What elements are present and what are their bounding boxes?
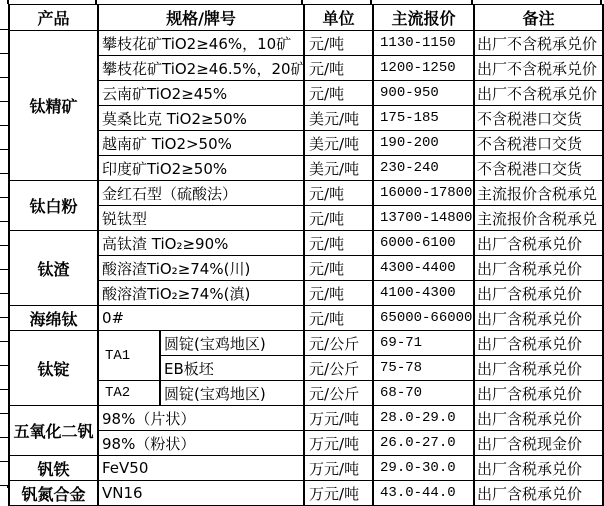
spec-cell: 云南矿TiO2≥45% [98,81,304,106]
spec-cell: 酸溶渣TiO₂≥74%(川) [98,256,304,281]
note-cell: 出厂含税承兑价 [474,356,603,381]
note-cell: 出厂含税承兑价 [474,256,603,281]
unit-cell: 万元/吨 [304,456,373,481]
price-cell: 230-240 [373,156,474,181]
unit-cell: 元/吨 [304,81,373,106]
note-cell: 出厂含税承兑价 [474,406,603,431]
spec-cell: 金红石型（硫酸法） [98,181,304,206]
price-cell: 75-78 [373,356,474,381]
titanium-price-table [8,4,604,506]
table-row [9,281,603,306]
col-header-note: 备注 [474,5,603,31]
note-cell: 出厂不含税承兑价 [474,56,603,81]
table-row [9,31,603,56]
unit-cell: 元/吨 [304,31,373,56]
product-cell: 钒氮合金 [9,481,98,506]
note-cell: 出厂含税承兑价 [474,331,603,356]
unit-cell: 元/吨 [304,256,373,281]
col-header-unit: 单位 [304,5,373,31]
table-row [9,431,603,456]
price-cell: 4100-4300 [373,281,474,306]
note-cell: 不含税港口交货 [474,156,603,181]
spec-cell: 锐钛型 [98,206,304,231]
note-cell: 出厂含税承兑价 [474,456,603,481]
spec-cell: 印度矿TiO2≥50% [98,156,304,181]
price-cell: 1130-1150 [373,31,474,56]
unit-cell: 万元/吨 [304,431,373,456]
unit-cell: 万元/吨 [304,481,373,506]
form-cell: EB板坯 [160,356,304,381]
price-cell: 65000-66000 [373,306,474,331]
table-row [9,231,603,256]
unit-cell: 元/吨 [304,56,373,81]
note-cell: 不含税港口交货 [474,131,603,156]
note-cell: 出厂含税承兑价 [474,481,603,506]
unit-cell: 美元/吨 [304,106,373,131]
note-cell: 不含税港口交货 [474,106,603,131]
price-cell: 190-200 [373,131,474,156]
unit-cell: 元/吨 [304,306,373,331]
note-cell: 主流报价含税承兑 [474,206,603,231]
spec-cell: 98%（片状） [98,406,304,431]
note-cell: 出厂不含税承兑价 [474,31,603,56]
spec-cell: 莫桑比克 TiO2≥50% [98,106,304,131]
product-cell: 钛白粉 [9,181,98,231]
spec-cell: 攀枝花矿TiO2≥46%，10矿 [98,31,304,56]
col-header-spec: 规格/牌号 [98,5,304,31]
table-row [9,456,603,481]
spec-cell: 98%（粉状） [98,431,304,456]
table-row [9,181,603,206]
unit-cell: 万元/吨 [304,406,373,431]
price-cell: 68-70 [373,381,474,406]
product-cell: 钛精矿 [9,31,98,181]
table-row [9,481,603,506]
note-cell: 出厂含税承兑价 [474,381,603,406]
table-row [9,306,603,331]
note-cell: 主流报价含税承兑 [474,181,603,206]
spec-cell: 酸溶渣TiO₂≥74%(滇) [98,281,304,306]
note-cell: 出厂不含税承兑价 [474,81,603,106]
note-cell: 出厂含税现金价 [474,431,603,456]
price-cell: 4300-4400 [373,256,474,281]
cropped-gridline-ticks-left [0,29,8,487]
table-row [9,131,603,156]
table-row [9,331,603,356]
form-cell: 圆锭(宝鸡地区) [160,331,304,356]
price-cell: 175-185 [373,106,474,131]
product-cell: 钛渣 [9,231,98,306]
spec-cell: 攀枝花矿TiO2≥46.5%，20矿 [98,56,304,81]
unit-cell: 元/公斤 [304,356,373,381]
unit-cell: 元/公斤 [304,331,373,356]
table-row [9,381,603,406]
header-row [9,5,603,31]
spec-cell: VN16 [98,481,304,506]
unit-cell: 元/公斤 [304,381,373,406]
table-row [9,106,603,131]
note-cell: 出厂含税承兑价 [474,306,603,331]
product-cell: 五氧化二钒 [9,406,98,456]
table-row [9,406,603,431]
product-cell: 钛锭 [9,331,98,406]
unit-cell: 元/吨 [304,206,373,231]
spec-cell: 越南矿 TiO2>50% [98,131,304,156]
note-cell: 出厂含税承兑价 [474,231,603,256]
price-cell: 6000-6100 [373,231,474,256]
price-cell: 43.0-44.0 [373,481,474,506]
grade-cell: TA1 [98,331,160,381]
grade-cell: TA2 [98,381,160,406]
table-row [9,206,603,231]
form-cell: 圆锭(宝鸡地区) [160,381,304,406]
spec-cell: 0# [98,306,304,331]
product-cell: 海绵钛 [9,306,98,331]
unit-cell: 元/吨 [304,281,373,306]
col-header-price: 主流报价 [373,5,474,31]
note-cell: 出厂含税承兑价 [474,281,603,306]
spec-cell: FeV50 [98,456,304,481]
table-row [9,81,603,106]
table-row [9,256,603,281]
price-cell: 1200-1250 [373,56,474,81]
price-cell: 900-950 [373,81,474,106]
table-row [9,156,603,181]
col-header-product: 产品 [9,5,98,31]
unit-cell: 元/吨 [304,181,373,206]
table-row [9,56,603,81]
price-cell: 26.0-27.0 [373,431,474,456]
price-cell: 16000-17800 [373,181,474,206]
price-cell: 28.0-29.0 [373,406,474,431]
price-cell: 29.0-30.0 [373,456,474,481]
unit-cell: 美元/吨 [304,156,373,181]
price-cell: 69-71 [373,331,474,356]
product-cell: 钒铁 [9,456,98,481]
unit-cell: 美元/吨 [304,131,373,156]
price-cell: 13700-14800 [373,206,474,231]
spec-cell: 高钛渣 TiO₂≥90% [98,231,304,256]
unit-cell: 元/吨 [304,231,373,256]
